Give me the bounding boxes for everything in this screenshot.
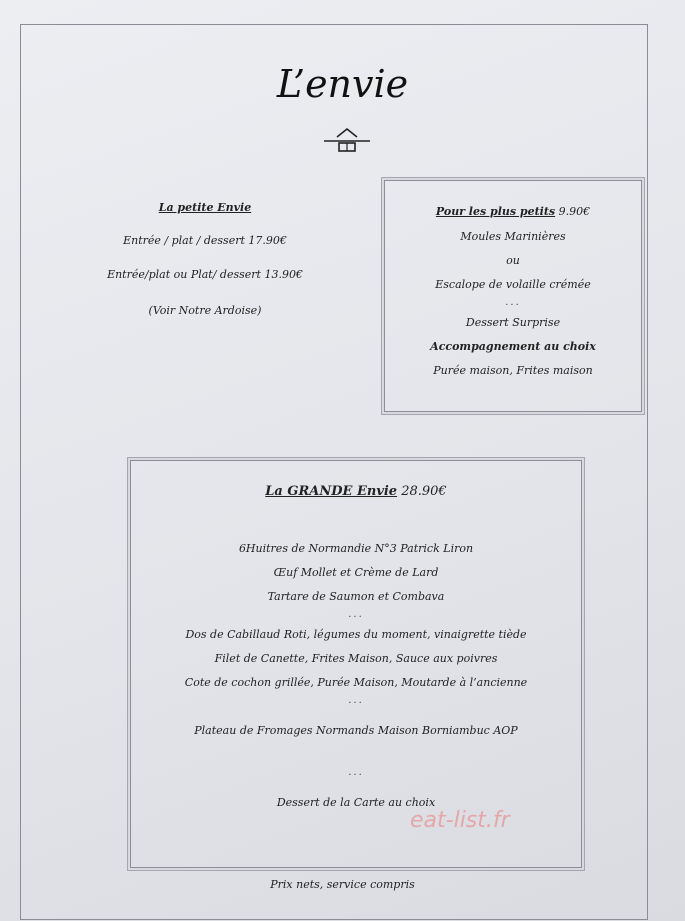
kids-line-1: Moules Marinières <box>460 230 566 243</box>
grande-main-2: Filet de Canette, Frites Maison, Sauce aux poivres <box>214 652 498 665</box>
grande-dots-2: ... <box>348 695 364 706</box>
petite-line-2: Entrée/plat ou Plat/ dessert 13.90€ <box>107 268 303 281</box>
kids-line-3: Escalope de volaille crémée <box>435 278 591 291</box>
footer-note: Prix nets, service compris <box>270 878 415 891</box>
grande-main-3: Cote de cochon grillée, Purée Maison, Moutarde à l’ancienne <box>184 676 528 689</box>
grande-main-1: Dos de Cabillaud Roti, légumes du moment, vinaigrette tiède <box>185 628 527 641</box>
grande-cheese: Plateau de Fromages Normands Maison Borniambuc AOP <box>194 724 518 737</box>
petite-envie-section <box>80 198 330 322</box>
kids-line-2: ou <box>506 254 520 267</box>
kids-line-5: Accompagnement au choix <box>430 340 596 353</box>
grande-menu-content <box>130 482 582 814</box>
grande-dessert: Dessert de la Carte au choix <box>276 796 436 809</box>
petite-line-1: Entrée / plat / dessert 17.90€ <box>123 234 287 247</box>
kids-dots: ... <box>505 297 521 308</box>
house-logo-icon <box>324 126 370 152</box>
restaurant-title: L’envie <box>276 62 409 106</box>
grande-starter-2: Œuf Mollet et Crème de Lard <box>273 566 439 579</box>
petite-heading: La petite Envie <box>158 201 252 214</box>
petite-line-3: (Voir Notre Ardoise) <box>148 304 262 317</box>
kids-menu-content <box>384 202 642 382</box>
grande-heading: La GRANDE Envie <box>265 484 398 499</box>
grande-dots-3: ... <box>348 767 364 778</box>
watermark: eat-list.fr <box>410 808 510 833</box>
grande-starter-3: Tartare de Saumon et Combava <box>267 590 445 603</box>
grande-dots-1: ... <box>348 609 364 620</box>
grande-starter-1: 6Huitres de Normandie N°3 Patrick Liron <box>238 542 474 555</box>
kids-heading: Pour les plus petits <box>435 205 556 218</box>
kids-price: 9.90€ <box>558 205 591 218</box>
grande-price: 28.90€ <box>401 484 447 499</box>
kids-line-4: Dessert Surprise <box>465 316 561 329</box>
kids-line-6: Purée maison, Frites maison <box>433 364 593 377</box>
